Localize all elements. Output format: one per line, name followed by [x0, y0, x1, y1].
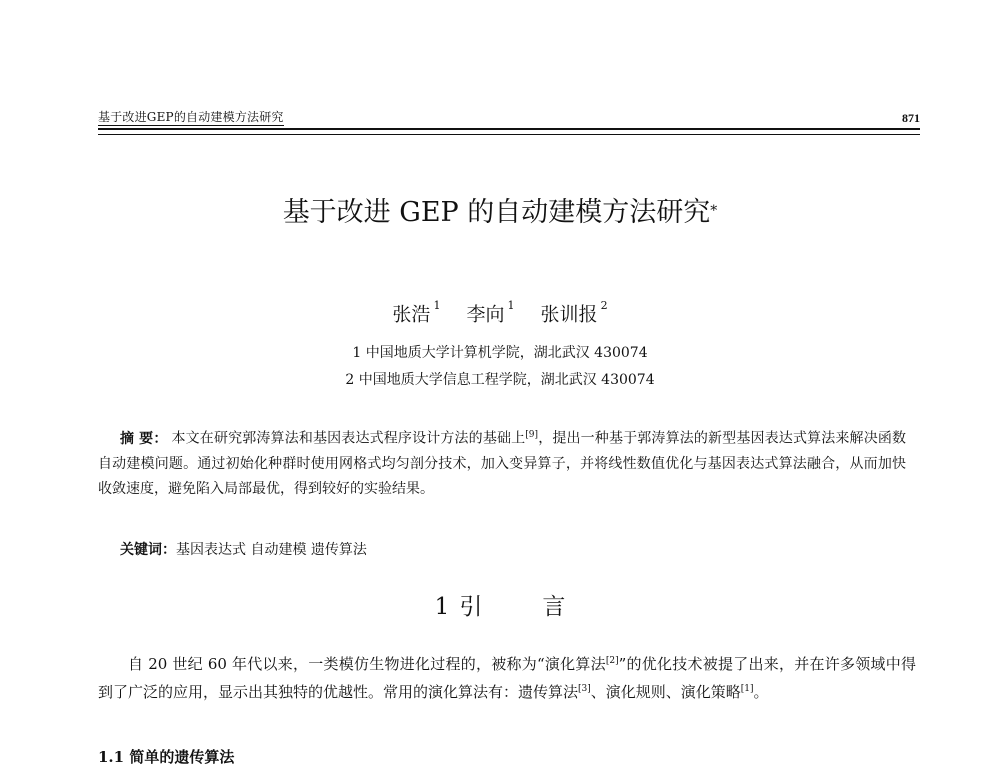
header-rule-thin	[98, 134, 920, 135]
author	[392, 297, 440, 327]
paragraph-text: ”的优化技术被提了出来，并在许多领域中得到了广泛的应用，显示出其独特的优越性。常用的演化算法有：遗传算法	[98, 655, 916, 701]
author-affil-mark: 2	[600, 299, 608, 312]
author	[466, 297, 514, 327]
intro-paragraph	[98, 649, 916, 705]
section-heading	[0, 592, 1000, 622]
author-affil-mark: 1	[433, 299, 441, 312]
abstract-text: 本文在研究郭涛算法和基因表达式程序设计方法的基础上	[171, 430, 526, 447]
abstract-label: 摘 要：	[120, 430, 168, 447]
abstract-text: ，提出一种基于郭涛算法的新型基因表达式算法来解决函数自动建模问题。通过初始化种群时使用网格式均匀剖分技术，加入变异算子，并将线性数值优化与基因表达式算法融合，从而加快收敛速度，避免陷入局部最优，得到较好的实验结果。	[98, 430, 907, 497]
running-header	[98, 107, 920, 129]
author-list	[0, 297, 1000, 327]
author-name: 张训报	[540, 303, 598, 326]
citation-ref: [2]	[605, 656, 619, 666]
running-title: 基于改进GEP的自动建模方法研究	[98, 110, 284, 124]
paragraph-text: 自 20 世纪 60 年代以来，一类模仿生物进化过程的，被称为“演化算法	[128, 655, 606, 673]
author-name: 张浩	[392, 303, 431, 326]
title-footnote-mark: *	[710, 203, 718, 219]
header-rule-thick	[98, 128, 920, 130]
author-name: 李向	[466, 303, 505, 326]
author	[541, 297, 608, 327]
author-affil-mark: 1	[507, 299, 515, 312]
abstract	[98, 423, 906, 502]
paper-title	[0, 196, 1000, 230]
citation-ref: [9]	[525, 430, 539, 440]
subsection-heading: 1.1 简单的遗传算法	[98, 748, 235, 766]
citation-ref: [3]	[578, 684, 591, 694]
paragraph-text: 、演化规则、演化策略	[590, 683, 741, 701]
keywords-text: 基因表达式 自动建模 遗传算法	[176, 542, 367, 558]
page-number: 871	[902, 111, 920, 125]
affiliation: 2 中国地质大学信息工程学院，湖北武汉 430074	[345, 372, 655, 388]
section-title-part: 言	[542, 594, 566, 620]
section-title-part: 引	[459, 594, 483, 620]
section-number: 1	[434, 594, 450, 620]
citation-ref: [1]	[740, 684, 754, 694]
keywords	[98, 540, 906, 560]
paper-title-text: 基于改进 GEP 的自动建模方法研究	[282, 197, 711, 228]
keywords-label: 关键词：	[120, 542, 176, 558]
paragraph-text: 。	[753, 683, 769, 701]
affiliation: 1 中国地质大学计算机学院，湖北武汉 430074	[352, 345, 648, 361]
